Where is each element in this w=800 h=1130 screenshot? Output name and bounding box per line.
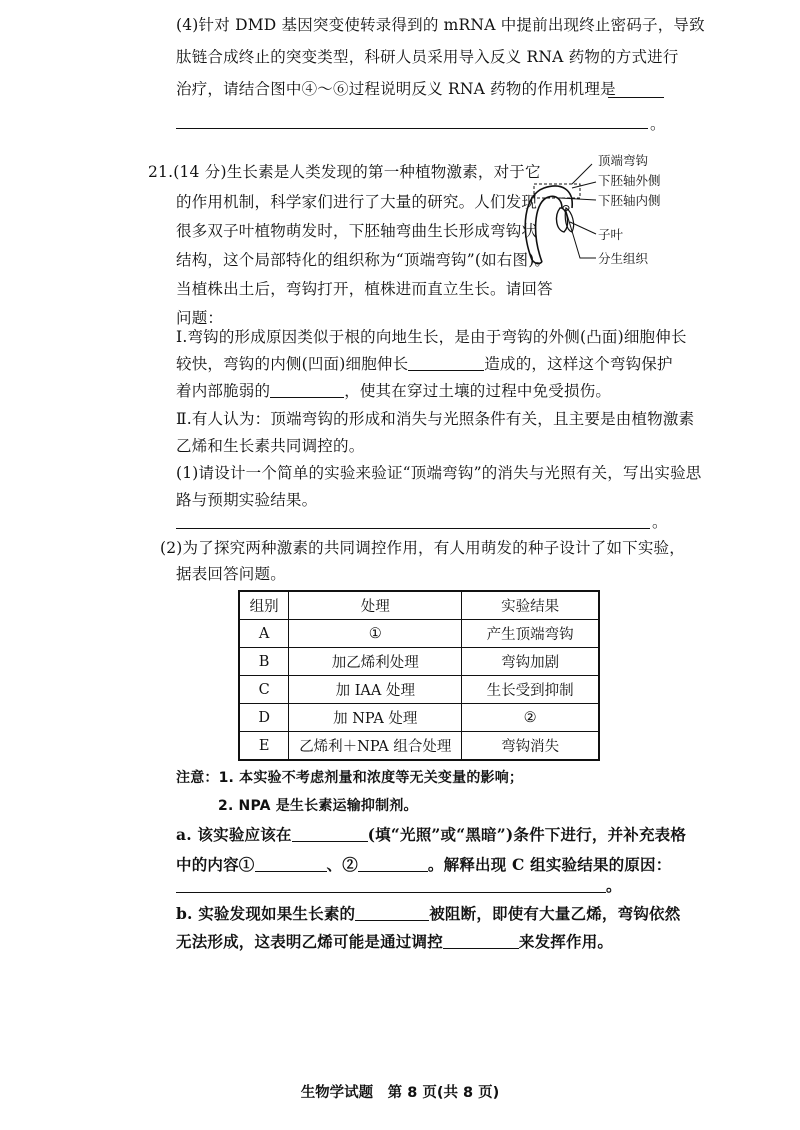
- qb-blank-2[interactable]: [443, 932, 519, 949]
- table-cell-group: A: [239, 620, 289, 648]
- table-header-row: [239, 591, 599, 620]
- qa-line-2-text-a: 中的内容①: [176, 855, 255, 874]
- table-cell-group: B: [239, 648, 289, 676]
- q21-intro-4: 结构，这个局部特化的组织称为“顶端弯钩”(如右图)。: [176, 251, 551, 269]
- qa-blank-2[interactable]: [358, 855, 428, 872]
- part1-line-2: [176, 354, 673, 374]
- table-header-treatment: 处理: [289, 591, 462, 620]
- note-2: 2. NPA 是生长素运输抑制剂。: [218, 798, 418, 814]
- fig-label-meristem: 分生组织: [598, 251, 649, 266]
- part1-blank-1[interactable]: [408, 354, 484, 371]
- q21-intro-2: 的作用机制，科学家们进行了大量的研究。人们发现: [176, 193, 538, 211]
- table-header-group: 组别: [239, 591, 289, 620]
- table-cell-treatment: 乙烯利＋NPA 组合处理: [289, 732, 462, 761]
- qa-blank-1[interactable]: [255, 855, 327, 872]
- qa-blank-light[interactable]: [292, 825, 368, 842]
- qb-line-2-text-a: 无法形成，这表明乙烯可能是通过调控: [176, 932, 443, 951]
- table-cell-group: C: [239, 676, 289, 704]
- table-row: [239, 676, 599, 704]
- q21-intro-3: 很多双子叶植物萌发时，下胚轴弯曲生长形成弯钩状: [176, 222, 538, 240]
- qb-line-1-text-a: b. 实验发现如果生长素的: [176, 904, 356, 923]
- table-cell-result: 弯钩消失: [462, 732, 599, 761]
- part1-line-2-text-a: 较快，弯钩的内侧(凹面)细胞伸长: [176, 355, 409, 373]
- table-row: [239, 732, 599, 761]
- fig-label-inner-hypocotyl: 下胚轴内侧: [598, 193, 661, 208]
- qb-blank-1[interactable]: [355, 904, 429, 921]
- table-cell-treatment: 加乙烯利处理: [289, 648, 462, 676]
- table-row: [239, 704, 599, 732]
- part1-line-3: [176, 381, 611, 401]
- sub1-end-mark: 。: [652, 513, 668, 531]
- table-cell-group: E: [239, 732, 289, 761]
- qa-line-1-text-b: (填“光照”或“黑暗”)条件下进行，并补充表格: [367, 825, 687, 844]
- qb-line-2: [176, 932, 613, 952]
- part2-line-2: 乙烯和生长素共同调控的。: [176, 437, 365, 455]
- q4-line-3: 治疗，请结合图中④～⑥过程说明反义 RNA 药物的作用机理是: [176, 80, 616, 98]
- part1-line-3-text-a: 着内部脆弱的: [176, 382, 271, 400]
- q4-end-mark: 。: [650, 115, 666, 133]
- q21-intro-6: 问题：: [176, 309, 224, 327]
- experiment-table: [238, 590, 600, 761]
- table-cell-treatment: 加 NPA 处理: [289, 704, 462, 732]
- note-1: 注意：1. 本实验不考虑剂量和浓度等无关变量的影响；: [176, 770, 524, 786]
- sub2-line-1: (2)为了探究两种激素的共同调控作用，有人用萌发的种子设计了如下实验，: [160, 539, 685, 557]
- q21-intro-5: 当植株出土后，弯钩打开，植株进而直立生长。请回答: [176, 280, 553, 298]
- table-row: [239, 648, 599, 676]
- qa-end-mark: 。: [606, 876, 622, 895]
- sub1-line-1: (1)请设计一个简单的实验来验证“顶端弯钩”的消失与光照有关，写出实验思: [176, 464, 702, 482]
- q4-line-2: 肽链合成终止的突变类型，科研人员采用导入反义 RNA 药物的方式进行: [176, 48, 679, 66]
- qb-line-1-text-b: 被阻断，即使有大量乙烯，弯钩依然: [429, 904, 681, 923]
- table-cell-result: ②: [462, 704, 599, 732]
- page-footer: 生物学试题 第 8 页(共 8 页): [300, 1085, 500, 1101]
- qa-line-2-text-c: 。解释出现 C 组实验结果的原因：: [427, 855, 672, 874]
- qa-line-1-text-a: a. 该实验应该在: [176, 825, 292, 844]
- qa-answer-blank[interactable]: [176, 892, 606, 893]
- part1-blank-2[interactable]: [270, 381, 344, 398]
- table-cell-group: D: [239, 704, 289, 732]
- table-cell-treatment: ①: [289, 620, 462, 648]
- qb-line-1: [176, 904, 680, 924]
- q4-line-1: (4)针对 DMD 基因突变使转录得到的 mRNA 中提前出现终止密码子，导致: [176, 16, 705, 34]
- part2-line-1: Ⅱ.有人认为：顶端弯钩的形成和消失与光照条件有关，且主要是由植物激素: [176, 410, 695, 428]
- q4-answer-blank-2[interactable]: [176, 128, 648, 129]
- qb-line-2-text-b: 来发挥作用。: [518, 932, 614, 951]
- qa-line-2: [176, 855, 671, 875]
- fig-label-apical-hook: 顶端弯钩: [598, 153, 649, 168]
- table-cell-treatment: 加 IAA 处理: [289, 676, 462, 704]
- sub1-line-2: 路与预期实验结果。: [176, 491, 318, 509]
- part1-line-3-text-b: ，使其在穿过土壤的过程中免受损伤。: [344, 382, 612, 400]
- sub1-answer-blank[interactable]: [176, 528, 650, 529]
- qa-line-1: [176, 825, 686, 845]
- table-cell-result: 产生顶端弯钩: [462, 620, 599, 648]
- part1-line-2-text-b: 造成的，这样这个弯钩保护: [484, 355, 673, 373]
- table-cell-result: 生长受到抑制: [462, 676, 599, 704]
- table-cell-result: 弯钩加剧: [462, 648, 599, 676]
- part1-line-1: Ⅰ.弯钩的形成原因类似于根的向地生长，是由于弯钩的外侧(凸面)细胞伸长: [176, 328, 687, 346]
- table-header-result: 实验结果: [462, 591, 599, 620]
- qa-line-2-text-b: 、②: [326, 855, 358, 874]
- fig-label-outer-hypocotyl: 下胚轴外侧: [598, 173, 661, 188]
- table-row: [239, 620, 599, 648]
- q4-answer-blank-1[interactable]: [608, 97, 664, 98]
- fig-label-cotyledon: 子叶: [598, 227, 624, 242]
- q21-intro-1: 21.(14 分)生长素是人类发现的第一种植物激素，对于它: [148, 163, 541, 181]
- sub2-line-2: 据表回答问题。: [176, 565, 286, 583]
